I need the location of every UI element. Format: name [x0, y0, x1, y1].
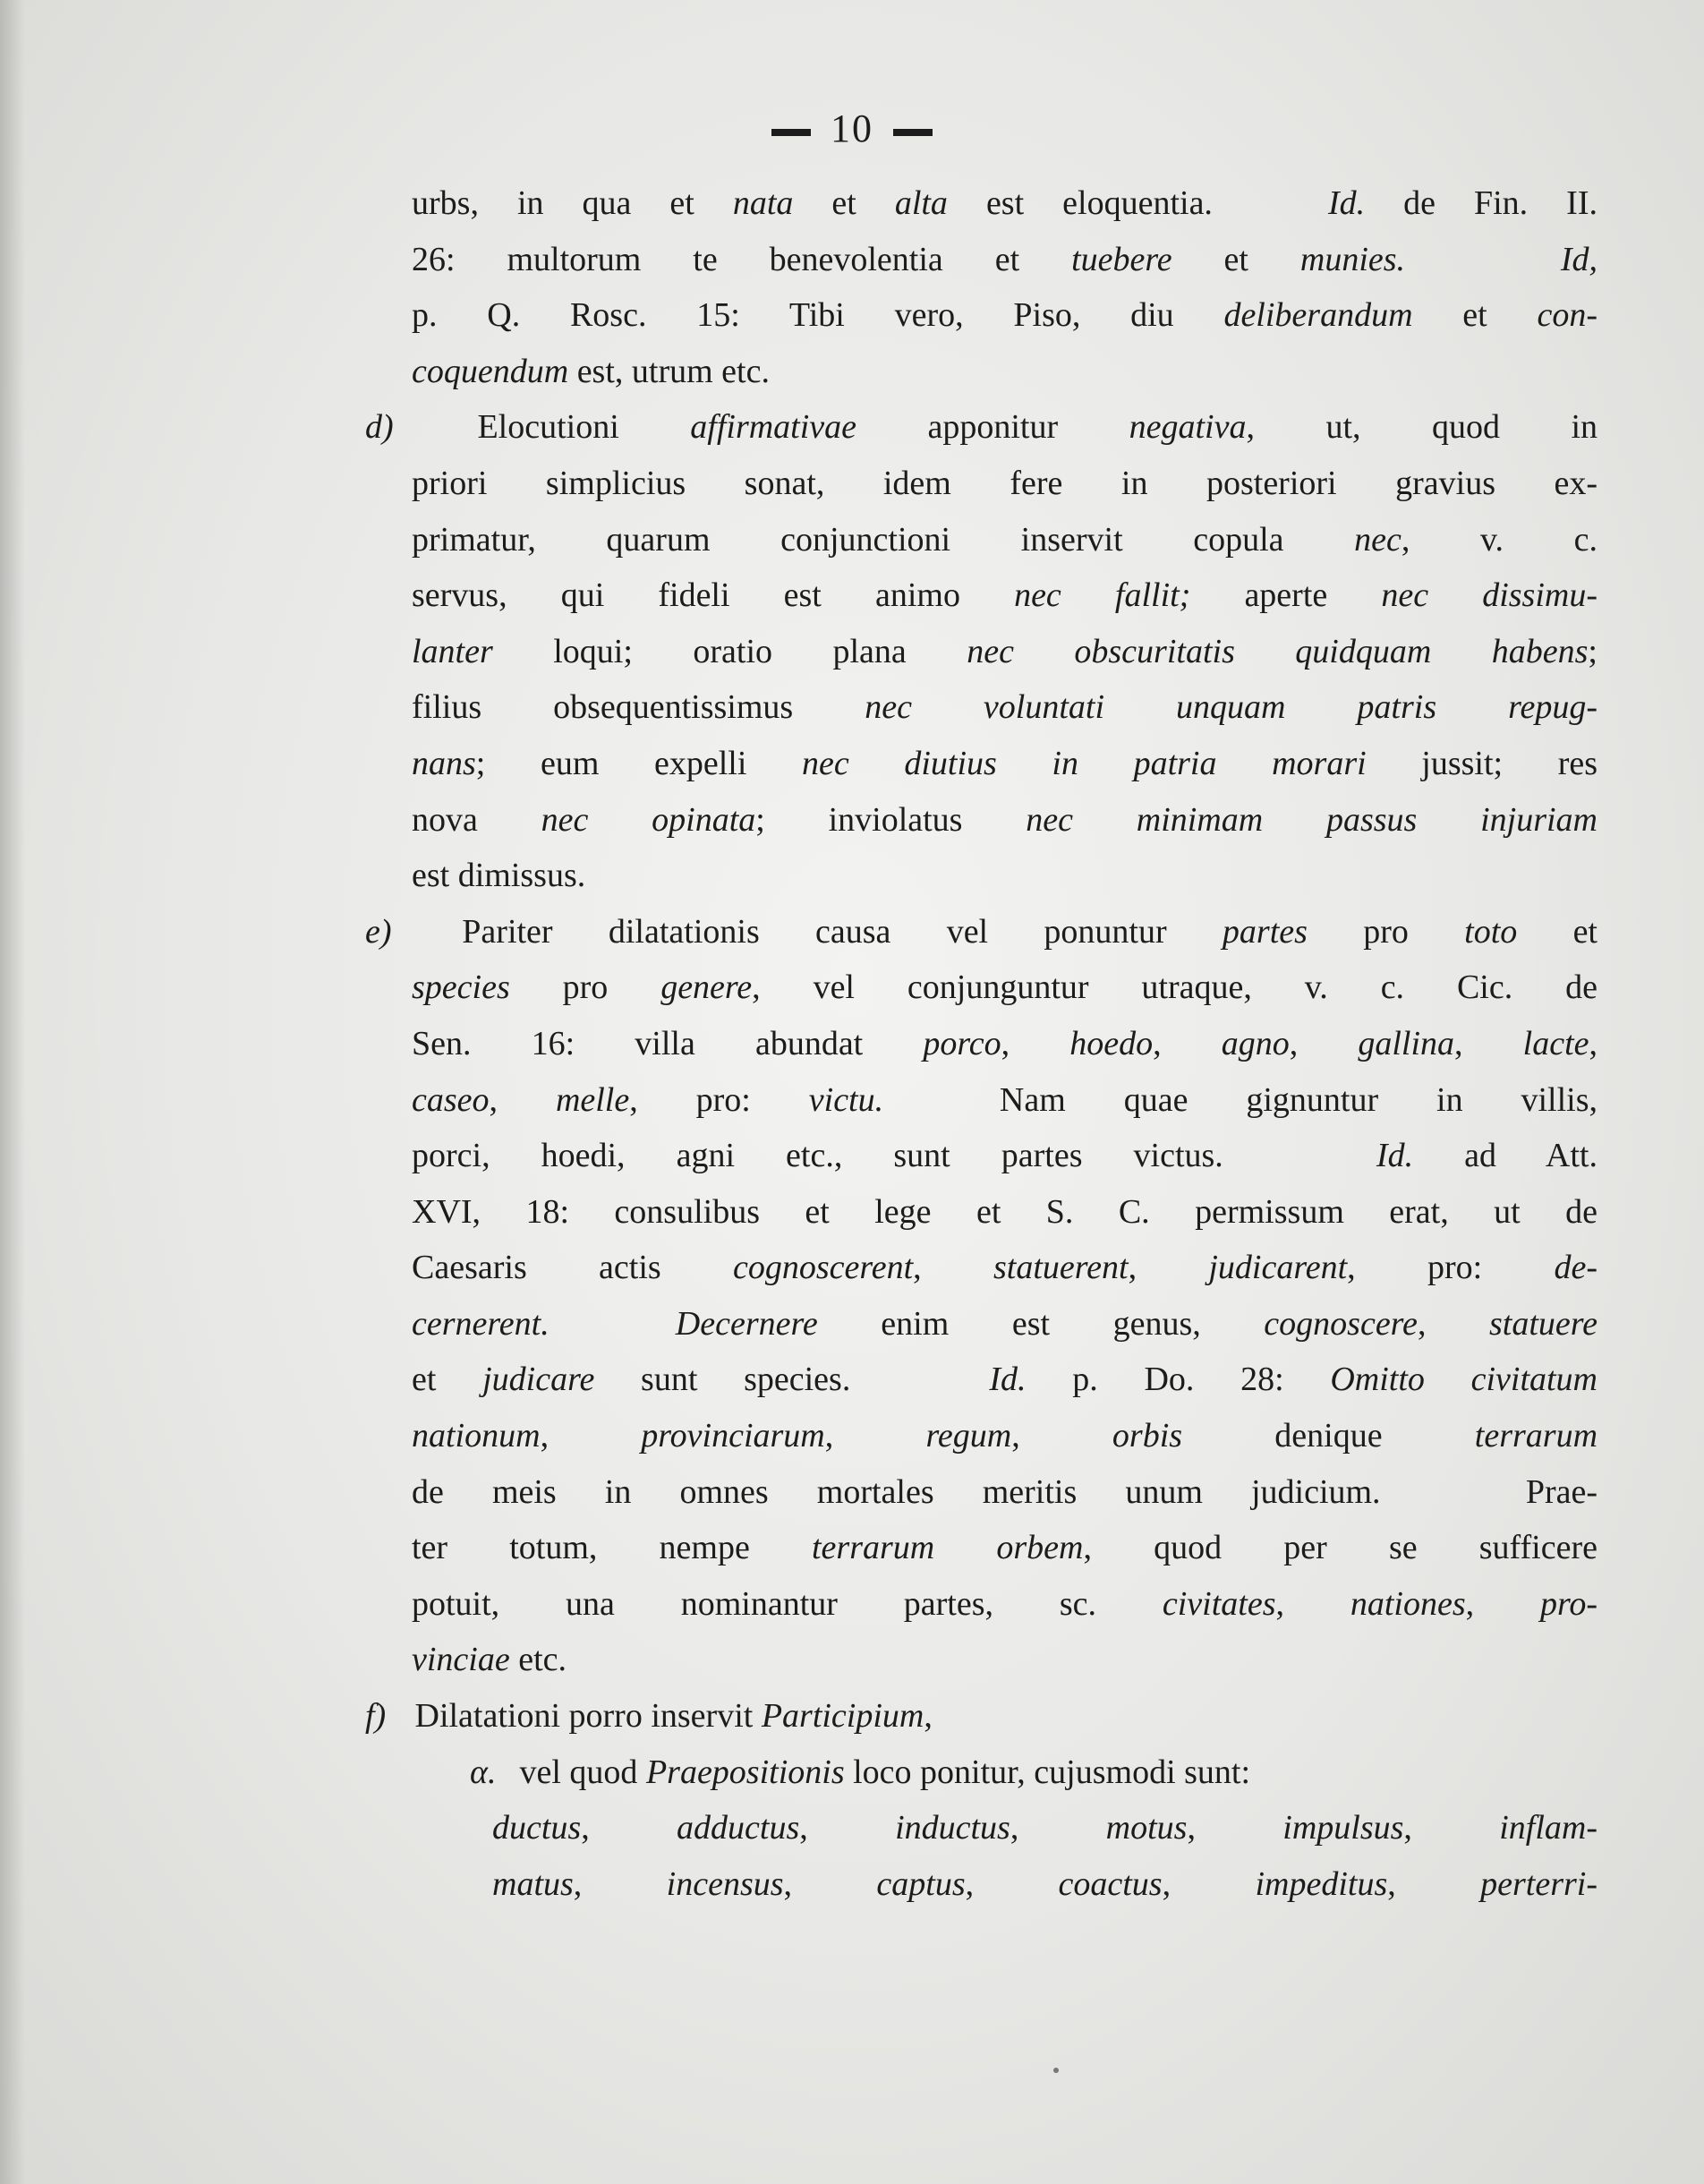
body-text: [365, 175, 1598, 1912]
text-line: ter totum, nempe terrarum orbem, quod per se sufficere: [412, 1529, 1598, 1567]
text-line: p. Q. Rosc. 15: Tibi vero, Piso, diu deliberandum et con-: [412, 296, 1598, 335]
text-line: est dimissus.: [412, 857, 586, 895]
text-line: vinciae etc.: [412, 1641, 567, 1679]
text-line: primatur, quarum conjunctioni inservit copula nec, v. c.: [412, 520, 1598, 559]
list-marker: f): [365, 1697, 387, 1736]
text-line: XVI, 18: consulibus et lege et S. C. permissum erat, ut de: [412, 1192, 1598, 1231]
list-marker: e): [365, 912, 392, 951]
text-line: nationum, provinciarum, regum, orbis denique terrarum: [412, 1417, 1598, 1455]
text-line: porci, hoedi, agni etc., sunt partes victus. Id. ad Att.: [412, 1137, 1598, 1175]
text-line: coquendum est, utrum etc.: [412, 352, 770, 390]
text-line: urbs, in qua et nata et alta est eloquentia. Id. de Fin. II.: [412, 184, 1598, 222]
text-line: Caesaris actis cognoscerent, statuerent, judicarent, pro: de-: [412, 1249, 1598, 1287]
text-line: ductus, adductus, inductus, motus, impulsus, inflam-: [492, 1809, 1598, 1847]
text-line: servus, qui fideli est animo nec fallit; aperte nec dissimu-: [412, 576, 1598, 615]
text-line: 26: multorum te benevolentia et tuebere et munies. Id,: [412, 240, 1598, 278]
text-line: potuit, una nominantur partes, sc. civitates, nationes, pro-: [412, 1584, 1598, 1623]
page-edge-shadow: [0, 0, 25, 2184]
text-line: priori simplicius sonat, idem fere in posteriori gravius ex-: [412, 464, 1598, 502]
text-line: cernerent. Decernere enim est genus, cognoscere, statuere: [412, 1304, 1598, 1343]
text-line: α. vel quod Praepositionis loco ponitur, cujusmodi sunt:: [470, 1745, 1598, 1801]
list-marker: α.: [470, 1753, 497, 1791]
page-header: [0, 106, 1704, 151]
text-line: f) Dilatationi porro inservit Participium,: [365, 1688, 1598, 1745]
text-line: lanter loqui; oratio plana nec obscuritatis quidquam habens;: [412, 632, 1598, 670]
page-number: 10: [831, 107, 873, 150]
header-dash-right: [893, 129, 933, 136]
text-line: Sen. 16: villa abundat porco, hoedo, agno, gallina, lacte,: [412, 1024, 1598, 1062]
ink-speck: [1053, 2068, 1059, 2073]
text-line: d) Elocutioni affirmativae apponitur negativa, ut, quod in: [365, 399, 1598, 456]
text-line: nans; eum expelli nec diutius in patria morari jussit; res: [412, 744, 1598, 782]
text-line: filius obsequentissimus nec voluntati unquam patris repug-: [412, 688, 1598, 727]
text-line: et judicare sunt species. Id. p. Do. 28: Omitto civitatum: [412, 1361, 1598, 1399]
text-line: caseo, melle, pro: victu. Nam quae gignuntur in villis,: [412, 1080, 1598, 1119]
text-line: nova nec opinata; inviolatus nec minimam passus injuriam: [412, 800, 1598, 839]
list-marker: d): [365, 408, 394, 447]
text-line: e) Pariter dilatationis causa vel ponuntur partes pro toto et: [365, 904, 1598, 960]
text-line: matus, incensus, captus, coactus, impeditus, perterri-: [492, 1864, 1598, 1903]
header-dash-left: [771, 129, 811, 136]
text-line: de meis in omnes mortales meritis unum judicium. Prae-: [412, 1472, 1598, 1511]
text-line: species pro genere, vel conjunguntur utraque, v. c. Cic. de: [412, 968, 1598, 1007]
